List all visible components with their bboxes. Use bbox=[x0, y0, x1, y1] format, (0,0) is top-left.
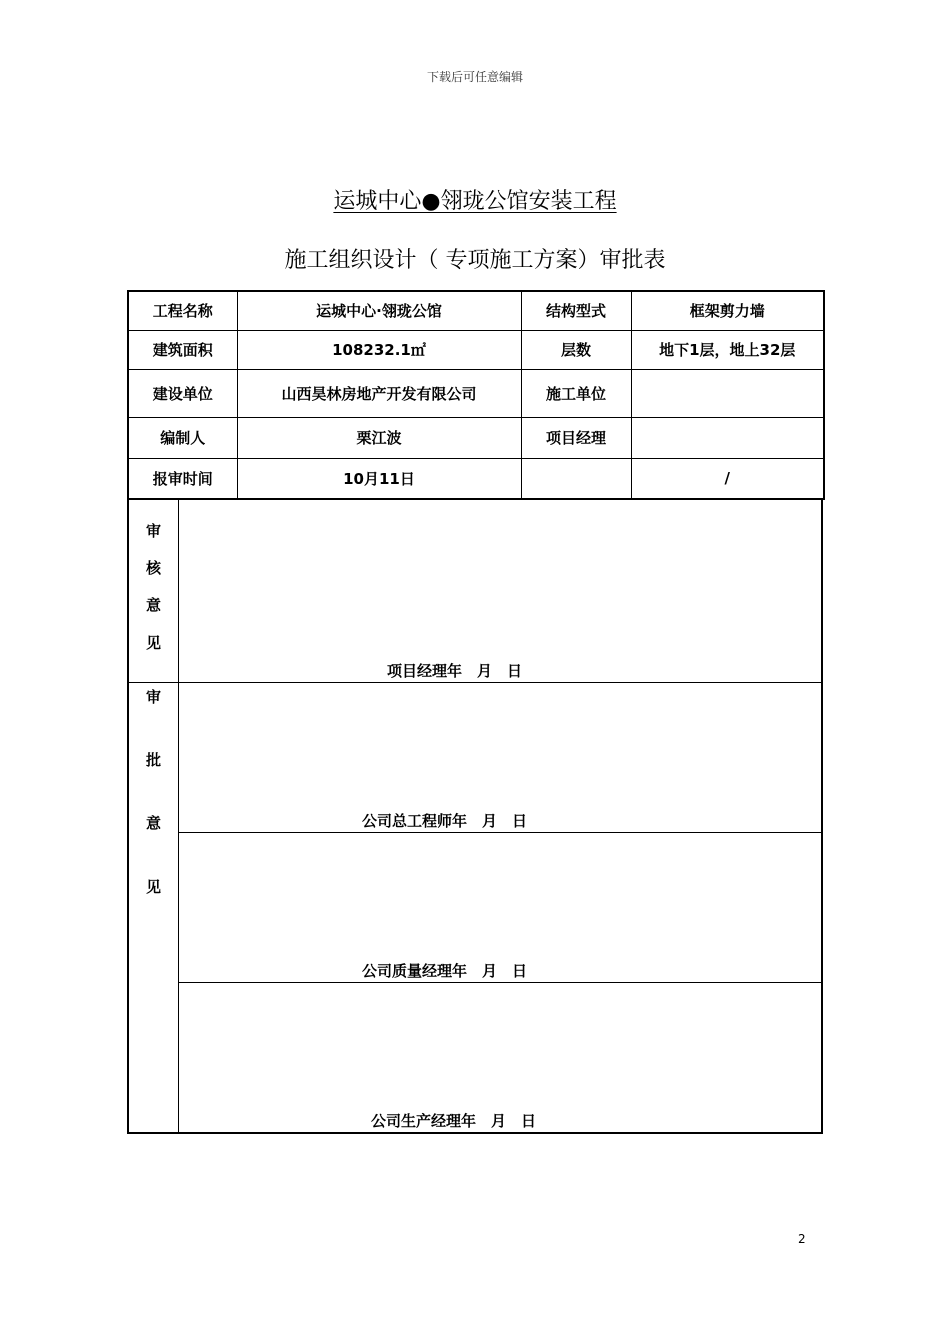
info-table bbox=[127, 290, 825, 500]
label-developer: 建设单位 bbox=[128, 369, 237, 417]
approval-label-char: 见 bbox=[145, 878, 161, 896]
review-opinion-section bbox=[127, 498, 823, 683]
label-contractor: 施工单位 bbox=[521, 369, 631, 417]
quality-manager-signature-line: 公司质量经理年 月 日 bbox=[362, 962, 528, 980]
review-label-char: 意 bbox=[145, 596, 161, 614]
label-building-area: 建筑面积 bbox=[128, 330, 237, 369]
review-label-char: 见 bbox=[145, 634, 161, 652]
approval-label-column bbox=[129, 683, 179, 1132]
review-label-char: 核 bbox=[145, 559, 161, 577]
document-title-text: 运城中心●翎珑公馆安装工程 bbox=[333, 189, 617, 214]
value-floors: 地下1层，地上32层 bbox=[631, 330, 824, 369]
approval-opinion-section bbox=[127, 683, 823, 1134]
document-subtitle: 施工组织设计（ 专项施工方案）审批表 bbox=[284, 248, 666, 273]
table-row bbox=[128, 458, 824, 499]
value-building-area: 108232.1㎡ bbox=[237, 330, 521, 369]
value-slash: / bbox=[631, 458, 824, 499]
approval-label-char: 批 bbox=[145, 751, 161, 769]
document-title bbox=[0, 184, 950, 215]
chief-engineer-opinion-box bbox=[178, 683, 821, 833]
label-project-manager: 项目经理 bbox=[521, 417, 631, 458]
label-author: 编制人 bbox=[128, 417, 237, 458]
label-structure-type: 结构型式 bbox=[521, 291, 631, 330]
empty-cell bbox=[521, 458, 631, 499]
table-row bbox=[128, 291, 824, 330]
approval-label-char: 审 bbox=[145, 688, 161, 706]
production-manager-opinion-box bbox=[178, 983, 821, 1133]
table-row bbox=[128, 369, 824, 417]
approval-label-char: 意 bbox=[145, 814, 161, 832]
table-row bbox=[128, 417, 824, 458]
quality-manager-opinion-box bbox=[178, 833, 821, 983]
review-label-column bbox=[129, 498, 179, 682]
value-developer: 山西昊林房地产开发有限公司 bbox=[237, 369, 521, 417]
value-author: 栗江波 bbox=[237, 417, 521, 458]
header-note: 下载后可任意编辑 bbox=[426, 70, 523, 84]
table-row bbox=[128, 330, 824, 369]
value-submit-time: 10月11日 bbox=[237, 458, 521, 499]
value-project-name: 运城中心·翎珑公馆 bbox=[237, 291, 521, 330]
production-manager-signature-line: 公司生产经理年 月 日 bbox=[371, 1112, 537, 1130]
value-contractor bbox=[631, 369, 824, 417]
label-project-name: 工程名称 bbox=[128, 291, 237, 330]
value-project-manager bbox=[631, 417, 824, 458]
page-number: 2 bbox=[798, 1232, 806, 1246]
label-submit-time: 报审时间 bbox=[128, 458, 237, 499]
chief-engineer-signature-line: 公司总工程师年 月 日 bbox=[362, 812, 528, 830]
review-label-char: 审 bbox=[145, 522, 161, 540]
value-structure-type: 框架剪力墙 bbox=[631, 291, 824, 330]
label-floors: 层数 bbox=[521, 330, 631, 369]
review-signature-line: 项目经理年 月 日 bbox=[387, 662, 523, 680]
